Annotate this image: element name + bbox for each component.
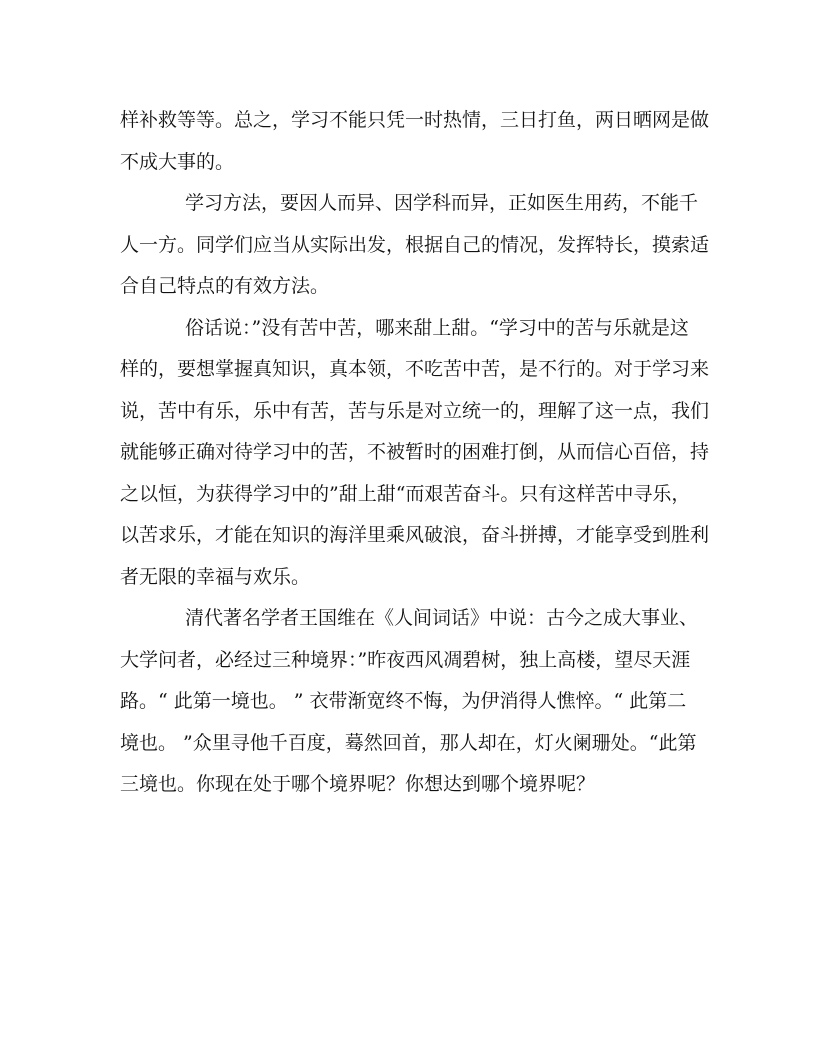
paragraph — [120, 308, 710, 599]
text-line: 学习方法，要因人而异、因学科而异，正如医生用药，不能千 — [185, 192, 699, 214]
text-line: 三境也。你现在处于哪个境界呢？你想达到哪个境界呢？ — [120, 773, 596, 795]
text-line: 样补救等等。总之，学习不能只凭一时热情，三日打鱼，两日晒网是做 — [120, 109, 710, 131]
text-line: 就能够正确对待学习中的苦，不被暂时的困难打倒，从而信心百倍，持 — [120, 441, 710, 463]
text-line: 不成大事的。 — [120, 150, 235, 173]
paragraph — [120, 598, 710, 806]
text-line: 以苦求乐，才能在知识的海洋里乘风破浪，奋斗拼搏，才能享受到胜利 — [120, 524, 710, 546]
text-line: 俗话说：”没有苦中苦，哪来甜上甜。“学习中的苦与乐就是这 — [185, 316, 689, 339]
text-line: 境也。 ”众里寻他千百度，蓦然回首，那人却在，灯火阑珊处。“此第 — [120, 731, 697, 754]
text-line: 大学问者，必经过三种境界：”昨夜西风凋碧树，独上高楼，望尽天涯 — [120, 648, 691, 671]
text-line: 清代著名学者王国维在《人间词话》中说：古今之成大事业、 — [185, 607, 699, 629]
paragraph — [120, 183, 710, 308]
text-line: 样的，要想掌握真知识，真本领，不吃苦中苦，是不行的。对于学习来 — [120, 358, 710, 380]
text-line: 路。“ 此第一境也。 ” 衣带渐宽终不悔，为伊消得人憔悴。“ 此第二 — [120, 690, 687, 712]
document-body — [120, 100, 710, 806]
paragraph — [120, 100, 710, 183]
text-line: 之以恒，为获得学习中的”甜上甜“而艰苦奋斗。只有这样苦中寻乐， — [120, 482, 691, 505]
text-line: 说，苦中有乐，乐中有苦，苦与乐是对立统一的，理解了这一点，我们 — [120, 399, 710, 422]
text-line: 合自己特点的有效方法。 — [120, 275, 330, 297]
text-line: 人一方。同学们应当从实际出发，根据自己的情况，发挥特长，摸索适 — [120, 233, 710, 256]
text-line: 者无限的幸福与欢乐。 — [120, 565, 311, 588]
